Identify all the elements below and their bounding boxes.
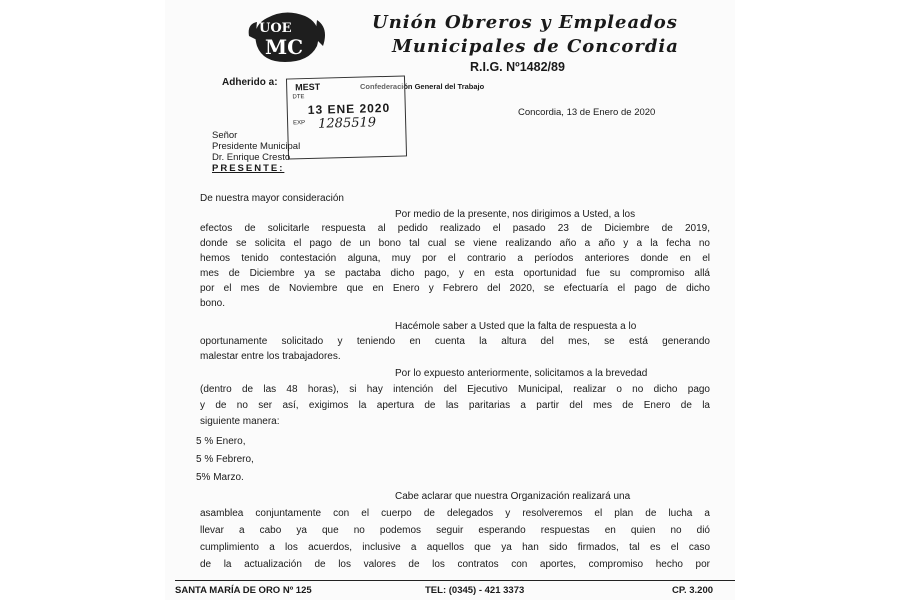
p3-line: (dentro de las 48 horas), si hay intención del Ejecutivo Municipal, realizar o no dicho pago: [200, 384, 710, 395]
p3-line: y de no ser así, exigimos la apertura de las paritarias a partir del mes de Enero de la: [200, 400, 710, 411]
p1-line: hemos tenido contestación alguna, muy por el contrario a períodos anteriores donde en el: [200, 253, 710, 264]
union-logo: [245, 6, 327, 66]
increase-item: 5 % Febrero,: [196, 454, 254, 465]
p4-line: de la actualización de los valores de los contratos con aportes, compromiso hecho por: [200, 559, 710, 570]
footer-address: SANTA MARÍA DE ORO Nº 125: [175, 585, 312, 596]
recipient-title: Señor: [212, 130, 238, 141]
stamp-file-number: 1285519: [317, 115, 377, 132]
p1-line: efectos de solicitarle respuesta al pedido realizado el pasado 23 de Diciembre de 2019,: [200, 223, 710, 234]
svg-text:MC: MC: [265, 35, 304, 59]
adherido-label: Adherido a:: [222, 77, 278, 88]
p1-line: por el mes de Noviembre que en Enero y Febrero del 2020, se efectuaría el pago de dicho: [200, 283, 710, 294]
p4-line: Cabe aclarar que nuestra Organización realizará una: [395, 491, 631, 502]
p3-line: siguiente manera:: [200, 416, 280, 427]
stamp-header: MEST: [295, 81, 321, 93]
registration-number: R.I.G. Nº1482/89: [470, 60, 565, 74]
p1-line: bono.: [200, 298, 226, 309]
recipient-role: Presidente Municipal: [212, 141, 301, 152]
p2-line: malestar entre los trabajadores.: [200, 351, 341, 362]
stamp-exp-label: EXP: [293, 120, 306, 127]
footer-postal-code: CP. 3.200: [672, 585, 714, 596]
cgt-name: Confederación General del Trabajo: [360, 82, 485, 91]
p4-line: cumplimiento a los acuerdos, inclusive a aquellos que ya han sido firmados, tal es el caso: [200, 542, 710, 553]
p1-line: Por medio de la presente, nos dirigimos a Usted, a los: [395, 209, 636, 220]
org-name-line1: Unión Obreros y Empleados: [372, 12, 678, 33]
presente-heading: PRESENTE:: [212, 163, 285, 174]
p2-line: Hacémole saber a Usted que la falta de respuesta a lo: [395, 321, 637, 332]
p2-line: oportunamente solicitado y teniendo en cuenta la altura del mes, se está generando: [200, 336, 710, 347]
place-date: Concordia, 13 de Enero de 2020: [518, 107, 656, 118]
stamp-dte-label: DTE: [292, 94, 305, 101]
footer-phone: TEL: (0345) - 421 3373: [425, 585, 525, 596]
p1-line: mes de Diciembre ya se pactaba dicho pago, y en esta oportunidad fue su compromiso allá: [200, 268, 710, 279]
p3-line: Por lo expuesto anteriormente, solicitamos a la brevedad: [395, 368, 648, 379]
stamp-date: 13 ENE 2020: [307, 100, 391, 118]
reception-stamp: [286, 75, 407, 159]
p4-line: llevar a cabo ya que no podemos seguir esperando respuestas en quien no dió: [200, 525, 710, 536]
increase-item: 5 % Enero,: [196, 436, 246, 447]
p1-line: donde se solicita el pago de un bono tal cual se viene realizando año a año y a la fecha no: [200, 238, 710, 249]
p4-line: asamblea conjuntamente con el cuerpo de delegados y resolveremos el plan de lucha a: [200, 508, 710, 519]
recipient-name: Dr. Enrique Cresto: [212, 152, 291, 163]
svg-text:UOE: UOE: [259, 21, 292, 36]
org-name-line2: Municipales de Concordia: [392, 36, 679, 57]
greeting: De nuestra mayor consideración: [200, 193, 344, 204]
footer-divider: [175, 580, 735, 581]
increase-item: 5% Marzo.: [196, 472, 244, 483]
